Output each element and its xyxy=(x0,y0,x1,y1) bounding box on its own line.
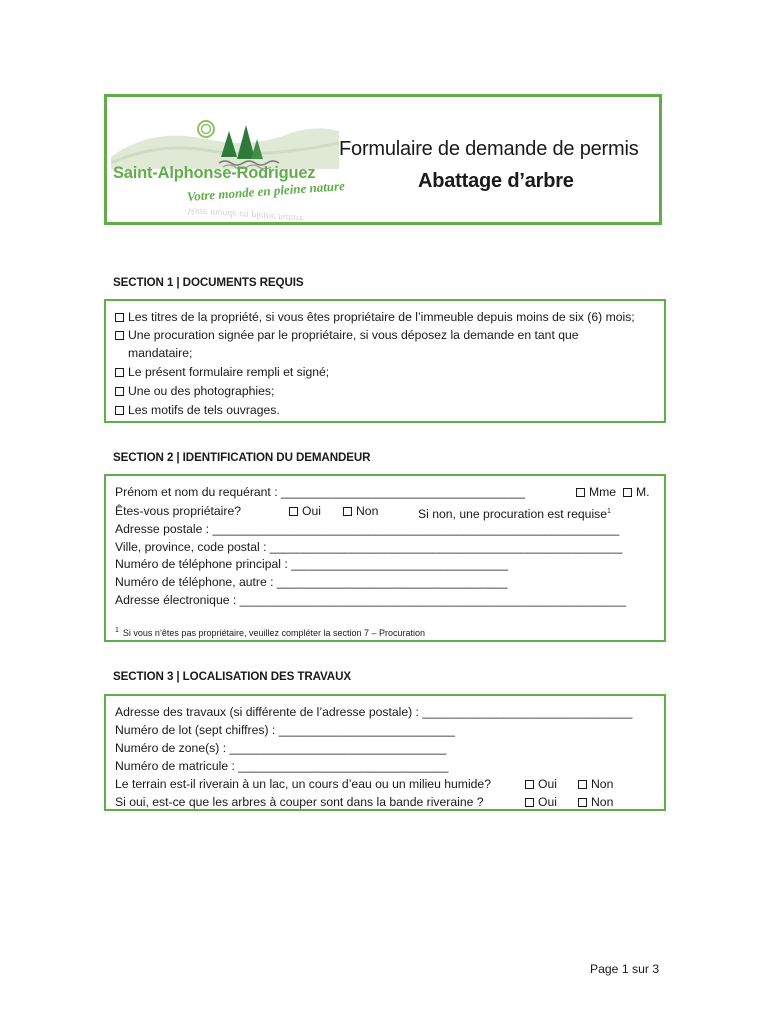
owner-non-option[interactable]: Non xyxy=(343,503,378,521)
doc-item-motifs: Les motifs de tels ouvrages. xyxy=(115,402,280,420)
doc-titles-checkbox[interactable] xyxy=(115,313,124,322)
postal-address-field[interactable]: Adresse postale : ____________________________________________________________ xyxy=(115,522,620,536)
phone-other-field[interactable]: Numéro de téléphone, autre : __________________________________ xyxy=(115,575,508,589)
lot-number-field[interactable]: Numéro de lot (sept chiffres) : __________________________ xyxy=(115,723,455,737)
email-field[interactable]: Adresse électronique : _________________________________________________________ xyxy=(115,593,627,607)
requester-name-field[interactable]: Prénom et nom du requérant : ____________________________________ xyxy=(115,485,525,499)
municipality-logo xyxy=(111,119,346,225)
doc-motifs-checkbox[interactable] xyxy=(115,406,124,415)
section3-box xyxy=(104,694,666,811)
bande-oui-option[interactable]: Oui xyxy=(525,794,557,812)
owner-non-checkbox[interactable] xyxy=(343,507,352,516)
m-checkbox[interactable] xyxy=(623,488,632,497)
doc-item-titles: Les titres de la propriété, si vous êtes propriétaire de l’immeuble depuis moins de six (6) mois; xyxy=(115,309,635,327)
riverain-non-option[interactable]: Non xyxy=(578,776,613,794)
footnote-mark: 1 xyxy=(115,627,119,634)
doc-form-checkbox[interactable] xyxy=(115,368,124,377)
mme-checkbox[interactable] xyxy=(576,488,585,497)
work-address-field[interactable]: Adresse des travaux (si différente de l’adresse postale) : _______________________________ xyxy=(115,705,633,719)
riverain-oui-option[interactable]: Oui xyxy=(525,776,557,794)
owner-note: Si non, une procuration est requise$^1$ xyxy=(418,507,611,521)
owner-question-label: Êtes-vous propriétaire? xyxy=(115,504,241,518)
bande-riveraine-question: Si oui, est-ce que les arbres à couper sont dans la bande riveraine ? xyxy=(115,795,484,809)
doc-photos-checkbox[interactable] xyxy=(115,387,124,396)
riverain-oui-checkbox[interactable] xyxy=(525,780,534,789)
bande-non-checkbox[interactable] xyxy=(578,798,587,807)
bande-non-option[interactable]: Non xyxy=(578,794,613,812)
section1-box xyxy=(104,299,666,423)
logo-tagline: Votre monde en pleine nature xyxy=(186,177,346,204)
footnote: $^1$ Si vous n’êtes pas propriétaire, veuillez compléter la section 7 – Procuration xyxy=(115,627,426,638)
logo-name: Saint-Alphonse-Rodriguez xyxy=(113,164,316,182)
riverain-question: Le terrain est-il riverain à un lac, un cours d’eau ou un milieu humide? xyxy=(115,777,491,791)
doc-item-procuration-continuation: mandataire; xyxy=(128,346,193,360)
section2-box xyxy=(104,474,666,642)
title-mme-option[interactable]: Mme xyxy=(576,484,616,502)
doc-item-form: Le présent formulaire rempli et signé; xyxy=(115,364,329,382)
riverain-non-checkbox[interactable] xyxy=(578,780,587,789)
page-number: Page 1 sur 3 xyxy=(590,962,660,976)
phone-main-field[interactable]: Numéro de téléphone principal : ________________________________ xyxy=(115,557,509,571)
doc-item-procuration: Une procuration signée par le propriétaire, si vous déposez la demande en tant que xyxy=(115,327,579,345)
city-province-postal-field[interactable]: Ville, province, code postal : ____________________________________________________ xyxy=(115,540,623,554)
title-m-option[interactable]: M. xyxy=(623,484,650,502)
doc-procuration-checkbox[interactable] xyxy=(115,331,124,340)
bande-oui-checkbox[interactable] xyxy=(525,798,534,807)
section2-title: SECTION 2 | IDENTIFICATION DU DEMANDEUR xyxy=(113,451,371,464)
form-title: Formulaire de demande de permis xyxy=(339,138,639,160)
landscape-icon xyxy=(111,119,339,169)
doc-item-photos: Une ou des photographies; xyxy=(115,383,274,401)
section3-title: SECTION 3 | LOCALISATION DES TRAVAUX xyxy=(113,670,351,683)
form-subtitle: Abattage d’arbre xyxy=(418,170,574,192)
section1-title: SECTION 1 | DOCUMENTS REQUIS xyxy=(113,276,304,289)
logo-tagline-reflection: Votre monde en pleine nature xyxy=(186,205,305,225)
owner-oui-checkbox[interactable] xyxy=(289,507,298,516)
footnote-ref: 1 xyxy=(607,508,611,515)
zone-number-field[interactable]: Numéro de zone(s) : ________________________________ xyxy=(115,741,447,755)
header-box xyxy=(104,94,662,225)
matricule-field[interactable]: Numéro de matricule : _______________________________ xyxy=(115,759,449,773)
owner-oui-option[interactable]: Oui xyxy=(289,503,321,521)
